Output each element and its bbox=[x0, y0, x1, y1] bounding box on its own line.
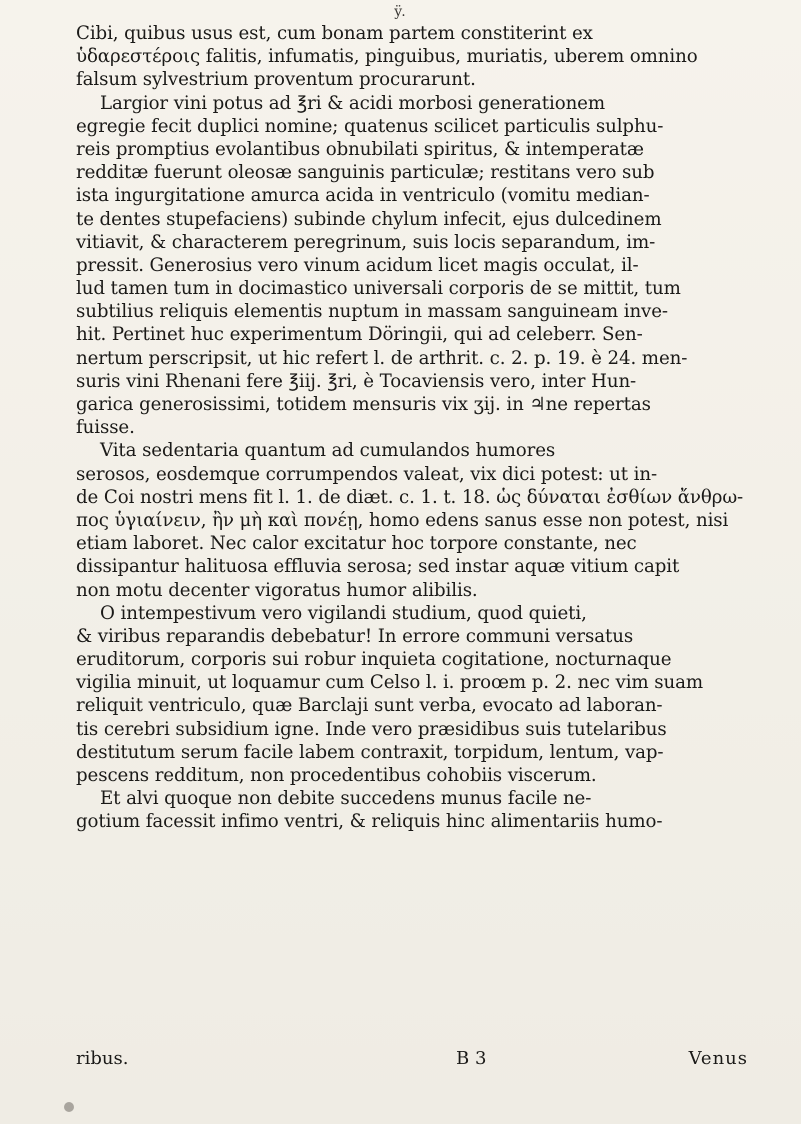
text-line: fuisse. bbox=[76, 417, 135, 439]
text-line: & viribus reparandis debebatur! In errore communi versatus bbox=[76, 625, 634, 647]
page-footer bbox=[76, 1046, 748, 1072]
last-line-word: ribus. bbox=[76, 1048, 129, 1069]
text-line: serosos, eosdemque corrumpendos valeat, vix dici potest: ut in- bbox=[76, 463, 658, 485]
text-line: nertum perscripsit, ut hic refert l. de arthrit. c. 2. p. 19. è 24. men- bbox=[76, 347, 688, 369]
text-line: destitutum serum facile labem contraxit, torpidum, lentum, vap- bbox=[76, 741, 664, 763]
text-line: te dentes stupefaciens) subinde chylum infecit, ejus dulcedinem bbox=[76, 208, 662, 230]
text-line: vigilia minuit, ut loquamur cum Celso l. i. proœm p. 2. nec vim suam bbox=[76, 672, 703, 694]
text-line: tis cerebri subsidium igne. Inde vero præsidibus suis tutelaribus bbox=[76, 718, 667, 740]
text-line: dissipantur halituosa effluvia serosa; sed instar aquæ vitium capit bbox=[76, 556, 680, 578]
text-line: ista ingurgitatione amurca acida in ventriculo (vomitu median- bbox=[76, 185, 650, 207]
text-line: pressit. Generosius vero vinum acidum licet magis occulat, il- bbox=[76, 254, 639, 276]
text-line: subtilius reliquis elementis nuptum in massam sanguineam inve- bbox=[76, 301, 668, 323]
text-line: falsum sylvestrium proventum procurarunt. bbox=[76, 69, 476, 91]
text-line: reis promptius evolantibus obnubilati spiritus, & intemperatæ bbox=[76, 138, 644, 160]
text-line: reliquit ventriculo, quæ Barclaji sunt verba, evocato ad laboran- bbox=[76, 695, 663, 717]
text-line: Largior vini potus ad ℥ri & acidi morbosi generationem bbox=[100, 92, 605, 114]
text-line: hit. Pertinet huc experimentum Döringii, qui ad celeberr. Sen- bbox=[76, 324, 643, 346]
text-line: ὑδαρεστέροις falitis, infumatis, pinguibus, muriatis, uberem omnino bbox=[76, 46, 698, 68]
text-line: vitiavit, & characterem peregrinum, suis locis separandum, im- bbox=[76, 231, 656, 253]
text-line: egregie fecit duplici nomine; quatenus scilicet particulis sulphu- bbox=[76, 115, 664, 137]
text-line: etiam laboret. Nec calor excitatur hoc torpore constante, nec bbox=[76, 533, 637, 555]
text-line: Et alvi quoque non debite succedens munus facile ne- bbox=[100, 788, 592, 810]
running-head: ÿ. bbox=[394, 4, 407, 20]
text-line: Cibi, quibus usus est, cum bonam partem constiterint ex bbox=[76, 23, 593, 44]
text-line: gotium facessit infimo ventri, & reliquis hinc alimentariis humo- bbox=[76, 811, 663, 833]
text-line: Vita sedentaria quantum ad cumulandos humores bbox=[100, 440, 556, 462]
text-line: O intempestivum vero vigilandi studium, quod quieti, bbox=[100, 602, 587, 624]
body-text bbox=[76, 22, 748, 834]
text-line: pescens redditum, non procedentibus cohobiis viscerum. bbox=[76, 765, 597, 786]
ink-blot bbox=[64, 1102, 74, 1112]
text-line: de Coi nostri mens fit l. 1. de diæt. c. 1. t. 18. ὡς δύναται ἐσθίων ἄνθρω- bbox=[76, 486, 744, 508]
text-line: eruditorum, corporis sui robur inquieta cogitatione, nocturnaque bbox=[76, 649, 672, 671]
catchword: Venus bbox=[688, 1048, 748, 1069]
text-line: lud tamen tum in docimastico universali corporis de se mittit, tum bbox=[76, 278, 681, 300]
text-line: suris vini Rhenani fere ℥iij. ℥ri, è Tocaviensis vero, inter Hun- bbox=[76, 370, 637, 392]
text-line: non motu decenter vigoratus humor alibilis. bbox=[76, 579, 478, 601]
text-line: redditæ fuerunt oleosæ sanguinis particulæ; restitans vero sub bbox=[76, 162, 655, 184]
text-line: πος ὑγιαίνειν, ἢν μὴ καὶ πονέῃ, homo edens sanus esse non potest, nisi bbox=[76, 509, 729, 531]
text-line: garica generosissimi, totidem mensuris vix ʒij. in ♃ne repertas bbox=[76, 394, 651, 415]
signature-mark: B 3 bbox=[456, 1048, 487, 1069]
